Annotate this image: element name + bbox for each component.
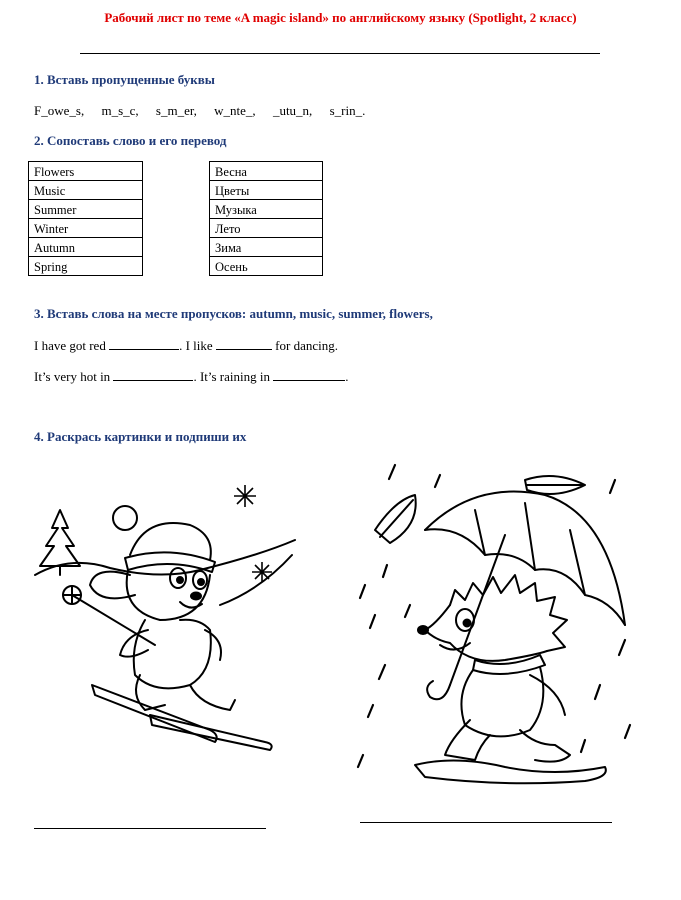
task1-heading: 1. Вставь пропущенные буквы: [34, 72, 215, 87]
answer-blank[interactable]: [109, 337, 179, 350]
english-words-table: [28, 161, 143, 276]
russian-word-cell: Лето: [210, 219, 323, 238]
title-underline: [80, 53, 600, 54]
russian-word-cell: Зима: [210, 238, 323, 257]
answer-blank[interactable]: [273, 368, 345, 381]
table-row: [210, 181, 323, 200]
table-row: [210, 238, 323, 257]
table-row: [29, 238, 143, 257]
table-row: [210, 257, 323, 276]
hedgehog-umbrella-picture: [355, 455, 645, 790]
table-row: [210, 219, 323, 238]
caption-line-right[interactable]: [360, 822, 612, 823]
worksheet-title: Рабочий лист по теме «A magic island» по английскому языку (Spotlight, 2 класс): [104, 10, 577, 25]
sentence-text: I have got red: [34, 338, 106, 353]
table-row: [29, 181, 143, 200]
answer-blank[interactable]: [113, 368, 193, 381]
task3-heading: 3. Вставь слова на месте пропусков: autumn, music, summer, flowers,: [34, 306, 433, 321]
sentence-text: . It’s raining in: [193, 369, 270, 384]
task1-words: [34, 103, 379, 119]
sentence-1: [34, 337, 338, 354]
sentence-2: [34, 368, 348, 385]
missing-letters-word: s_m_er,: [155, 103, 197, 118]
sentence-text: It’s very hot in: [34, 369, 111, 384]
table-row: [210, 200, 323, 219]
russian-word-cell: Музыка: [210, 200, 323, 219]
skiing-bunny-picture: [30, 480, 300, 760]
english-word-cell: Summer: [29, 200, 143, 219]
english-word-cell: Spring: [29, 257, 143, 276]
russian-word-cell: Весна: [210, 162, 323, 181]
russian-words-table: [209, 161, 323, 276]
missing-letters-word: F_owe_s,: [34, 103, 85, 118]
missing-letters-word: w_nte_,: [214, 103, 256, 118]
table-row: [29, 219, 143, 238]
task2-heading: 2. Сопоставь слово и его перевод: [34, 133, 227, 148]
missing-letters-word: _utu_n,: [272, 103, 313, 118]
answer-blank[interactable]: [216, 337, 272, 350]
english-word-cell: Flowers: [29, 162, 143, 181]
russian-word-cell: Цветы: [210, 181, 323, 200]
sentence-text: .: [345, 369, 349, 384]
english-word-cell: Autumn: [29, 238, 143, 257]
sentence-text: for dancing.: [275, 338, 338, 353]
sentence-text: . I like: [179, 338, 213, 353]
table-row: [29, 162, 143, 181]
table-row: [210, 162, 323, 181]
task4-heading: 4. Раскрась картинки и подпиши их: [34, 429, 247, 444]
caption-line-left[interactable]: [34, 828, 266, 829]
missing-letters-word: m_s_c,: [101, 103, 139, 118]
russian-word-cell: Осень: [210, 257, 323, 276]
table-row: [29, 257, 143, 276]
english-word-cell: Winter: [29, 219, 143, 238]
missing-letters-word: s_rin_.: [329, 103, 366, 118]
english-word-cell: Music: [29, 181, 143, 200]
table-row: [29, 200, 143, 219]
